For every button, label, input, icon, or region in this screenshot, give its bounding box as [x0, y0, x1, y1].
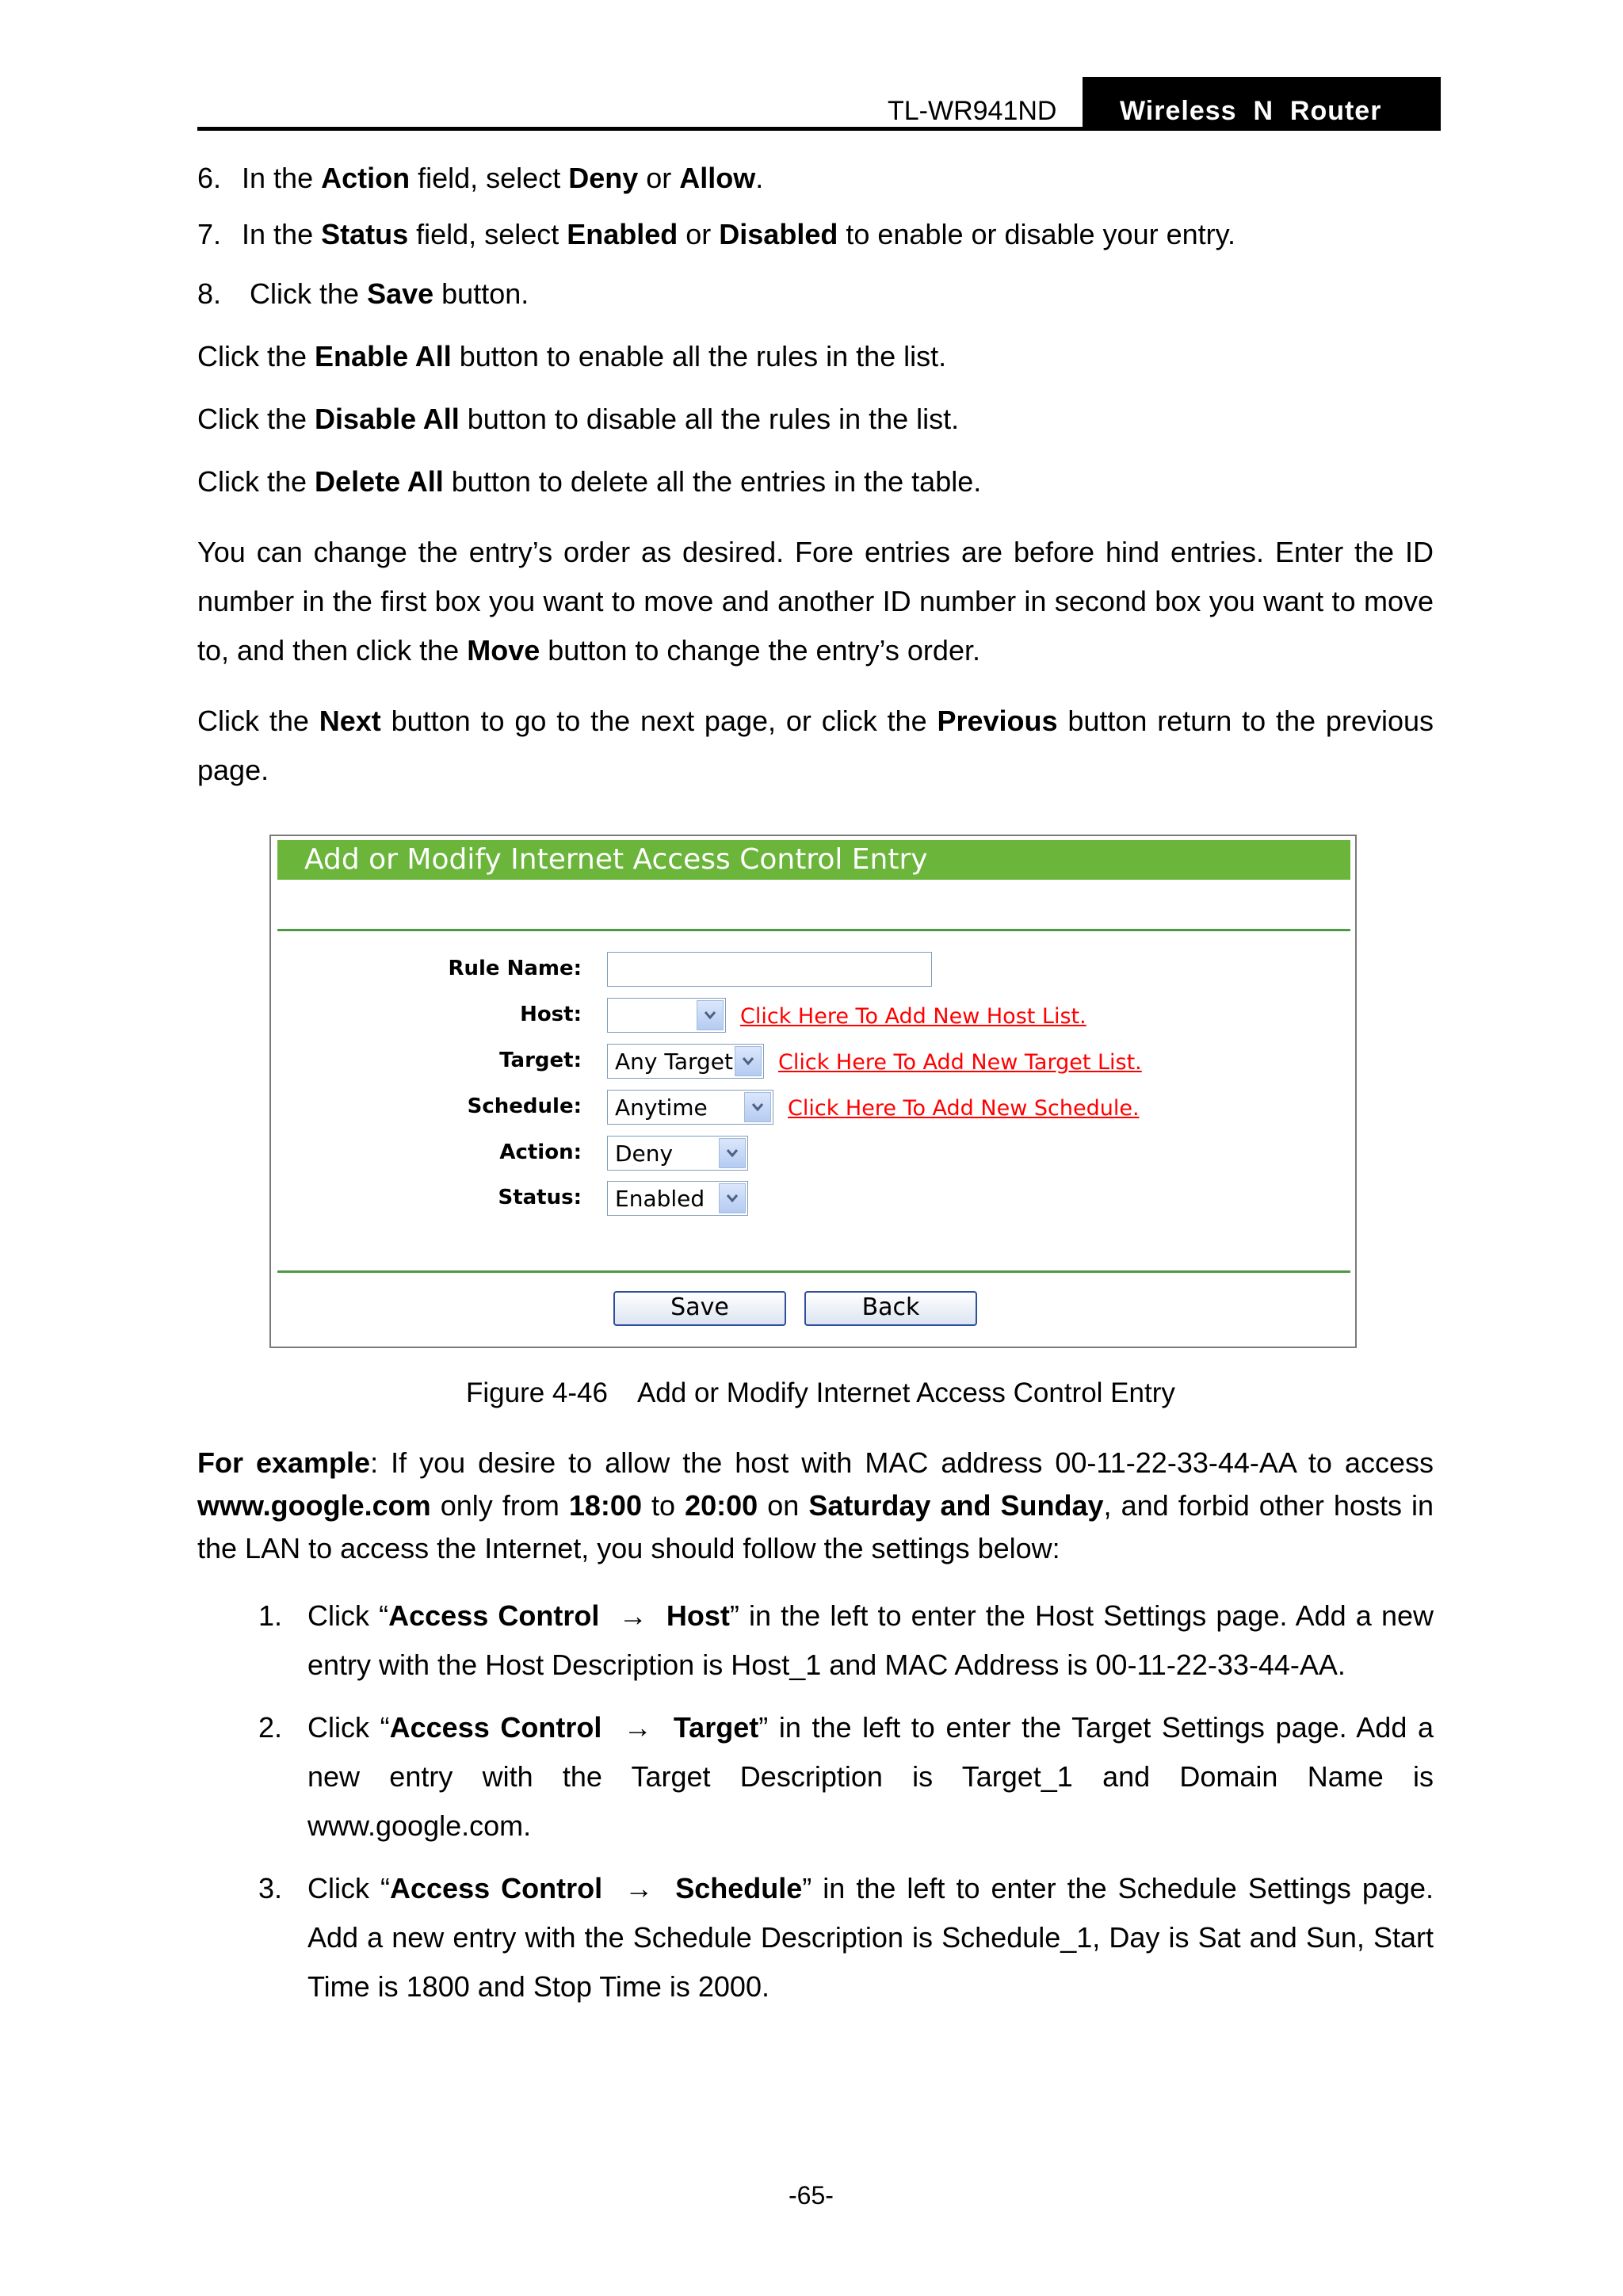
move-para-line3: to, and then click the Move button to change the entry’s order. [197, 634, 980, 667]
step-6: 6. In the Action field, select Deny or Allow. [197, 162, 764, 194]
next-para-line2: page. [197, 754, 269, 786]
step-3-num: 3. [258, 1872, 283, 1904]
move-para-line2: number in the first box you want to move and another ID number in second box you want to move [197, 585, 1434, 617]
host-label: Host: [520, 1003, 582, 1026]
disable-all-line: Click the Disable All button to disable all the rules in the list. [197, 403, 960, 435]
status-select[interactable]: Enabled [607, 1181, 748, 1216]
status-label: Status: [498, 1186, 582, 1209]
panel-title: Add or Modify Internet Access Control Entry [304, 843, 928, 876]
step-3-line2: Add a new entry with the Schedule Description is Schedule_1, Day is Sat and Sun, Start [307, 1921, 1434, 1954]
chevron-down-icon[interactable] [735, 1046, 762, 1076]
step-7: 7. In the Status field, select Enabled or Disabled to enable or disable your entry. [197, 218, 1235, 250]
step-1-line1: Click “Access Control → Host” in the left to enter the Host Settings page. Add a new [307, 1599, 1434, 1632]
page-number: -65- [789, 2181, 834, 2210]
step-8: 8. Click the Save button. [197, 277, 529, 310]
delete-all-line: Click the Delete All button to delete all the entries in the table. [197, 465, 982, 498]
schedule-select[interactable]: Anytime [607, 1090, 773, 1125]
step-1-line2: entry with the Host Description is Host_1 and MAC Address is 00-11-22-33-44-AA. [307, 1648, 1346, 1681]
rule-name-label: Rule Name: [448, 957, 582, 980]
header-model: TL-WR941ND [888, 96, 1057, 126]
step-2-line1: Click “Access Control → Target” in the left to enter the Target Settings page. Add a [307, 1711, 1434, 1744]
step-3-line3: Time is 1800 and Stop Time is 2000. [307, 1970, 769, 2003]
panel-title-bar [277, 840, 1350, 880]
step-3-line1: Click “Access Control → Schedule” in the left to enter the Schedule Settings page. [307, 1872, 1434, 1904]
add-host-link[interactable]: Click Here To Add New Host List. [740, 1004, 1086, 1029]
example-line2: www.google.com only from 18:00 to 20:00 on Saturday and Sunday, and forbid other hosts in [197, 1489, 1434, 1522]
action-select[interactable]: Deny [607, 1136, 748, 1171]
step-2-line3: www.google.com. [307, 1809, 532, 1842]
rule-name-input[interactable] [607, 952, 932, 987]
panel-divider-bottom [277, 1270, 1350, 1273]
figure-screenshot [269, 835, 1357, 1348]
chevron-down-icon[interactable] [719, 1183, 746, 1213]
figure-caption: Figure 4-46 Add or Modify Internet Access Control Entry [466, 1377, 1175, 1408]
next-para-line1: Click the Next button to go to the next page, or click the Previous button return to the previous [197, 705, 1434, 737]
step-2-num: 2. [258, 1711, 283, 1744]
host-select[interactable] [607, 998, 726, 1033]
add-target-link[interactable]: Click Here To Add New Target List. [778, 1050, 1142, 1075]
action-label: Action: [499, 1140, 582, 1164]
schedule-label: Schedule: [467, 1095, 582, 1118]
save-button[interactable]: Save [613, 1291, 786, 1326]
chevron-down-icon[interactable] [697, 1000, 724, 1030]
example-line1: For example: If you desire to allow the host with MAC address 00-11-22-33-44-AA to access [197, 1446, 1434, 1479]
target-label: Target: [499, 1049, 582, 1072]
example-line3: the LAN to access the Internet, you should follow the settings below: [197, 1532, 1060, 1564]
enable-all-line: Click the Enable All button to enable all the rules in the list. [197, 340, 947, 372]
target-select[interactable]: Any Target [607, 1044, 764, 1079]
panel-divider-top [277, 929, 1350, 931]
add-schedule-link[interactable]: Click Here To Add New Schedule. [788, 1096, 1140, 1121]
chevron-down-icon[interactable] [744, 1092, 771, 1122]
move-para-line1: You can change the entry’s order as desired. Fore entries are before hind entries. Enter the ID [197, 536, 1434, 568]
back-button[interactable]: Back [804, 1291, 977, 1326]
chevron-down-icon[interactable] [719, 1138, 746, 1168]
header-product: Wireless N Router [1120, 96, 1382, 126]
step-1-num: 1. [258, 1599, 283, 1632]
step-2-line2: new entry with the Target Description is Target_1 and Domain Name is [307, 1760, 1434, 1793]
